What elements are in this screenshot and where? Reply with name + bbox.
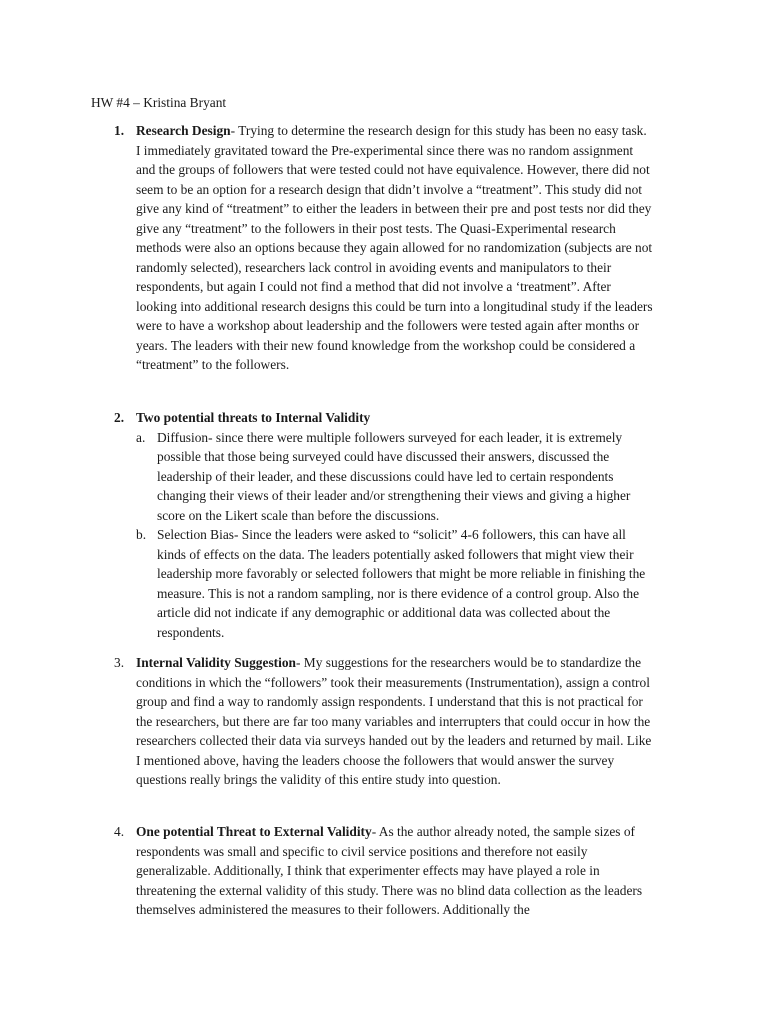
- section-internal-validity-suggestion: [114, 653, 654, 790]
- section-number: 1.: [114, 123, 125, 138]
- section-heading: Research Design: [136, 123, 231, 138]
- list-item: [136, 525, 654, 642]
- section-internal-validity-threats: [114, 408, 654, 642]
- list-item: [136, 428, 654, 526]
- section-external-validity-threat: [114, 822, 654, 920]
- section-text: - Trying to determine the research design for this study has been no easy task. I immediately gravitated toward the Pre-experimental since there was no random assignment and the groups of followers that were tested could not have equivalence. However, there did not seem to be an option for a research design that didn’t involve a “treatment”. This study did not give any kind of “treatment” to either the leaders in between their pre and post tests nor did they give any “treatment” to the followers in their post tests. The Quasi-Experimental research methods were also an options because they again allowed for no randomization (subjects are not randomly selected), researchers lack control in avoiding events and manipulators to their respondents, but again I could not find a method that did not involve a ‘treatment”. After looking into additional research designs this could be turn into a longitudinal study if the leaders were to have a workshop about leadership and the followers were tested again after months or years. The leaders with their new found knowledge from the workshop could be considered a “treatment” to the followers.: [136, 123, 653, 372]
- list-marker: b.: [136, 527, 147, 542]
- section-heading: One potential Threat to External Validity: [136, 824, 372, 839]
- section-body: [136, 822, 654, 920]
- section-research-design: [114, 121, 654, 375]
- section-heading: Two potential threats to Internal Validity: [136, 410, 371, 425]
- list-item-text: Diffusion- since there were multiple followers surveyed for each leader, it is extremely possible that those being surveyed could have discussed their answers, discussed the leadership of their leader, and these discussions could have led to certain respondents changing their views of their leader and/or strengthening their views and giving a higher score on the Likert scale than before the discussions.: [157, 429, 631, 523]
- section-text: - As the author already noted, the sample sizes of respondents was small and specific to civil service positions and therefore not easily generalizable. Additionally, I think that experimenter effects may have played a role in threatening the external validity of this study. There was no blind data collection as the leaders themselves administered the measures to their followers. Additionally the: [136, 824, 643, 917]
- section-number: 2.: [114, 410, 125, 425]
- section-number: 3.: [114, 655, 125, 670]
- section-heading: Internal Validity Suggestion: [136, 655, 296, 670]
- section-number: 4.: [114, 824, 125, 839]
- document-title: HW #4 – Kristina Bryant: [91, 95, 227, 110]
- section-body: [136, 653, 654, 790]
- list-item-text: Selection Bias- Since the leaders were asked to “solicit” 4-6 followers, this can have all kinds of effects on the data. The leaders potentially asked followers that might view their leadership more favorably or selected followers that might be more reliable in finishing the measure. This is not a random sampling, nor is there evidence of a control group. Also the article did not indicate if any demographic or additional data was collected about the respondents.: [157, 527, 646, 640]
- section-body: [136, 121, 654, 375]
- threat-list: [136, 428, 654, 643]
- section-body: [136, 408, 654, 428]
- section-text: - My suggestions for the researchers would be to standardize the conditions in which the “followers” took their measurements (Instrumentation), assign a control group and find a way to randomly assign respondents. I understand that this is not practical for the researchers, but there are far too many variables and interrupters that could occur in how the researchers collected their data via surveys handed out by the leaders and returned by mail. Like I mentioned above, having the leaders choose the followers that would answer the survey questions really brings the validity of this entire study into question.: [136, 655, 652, 787]
- list-marker: a.: [136, 429, 146, 445]
